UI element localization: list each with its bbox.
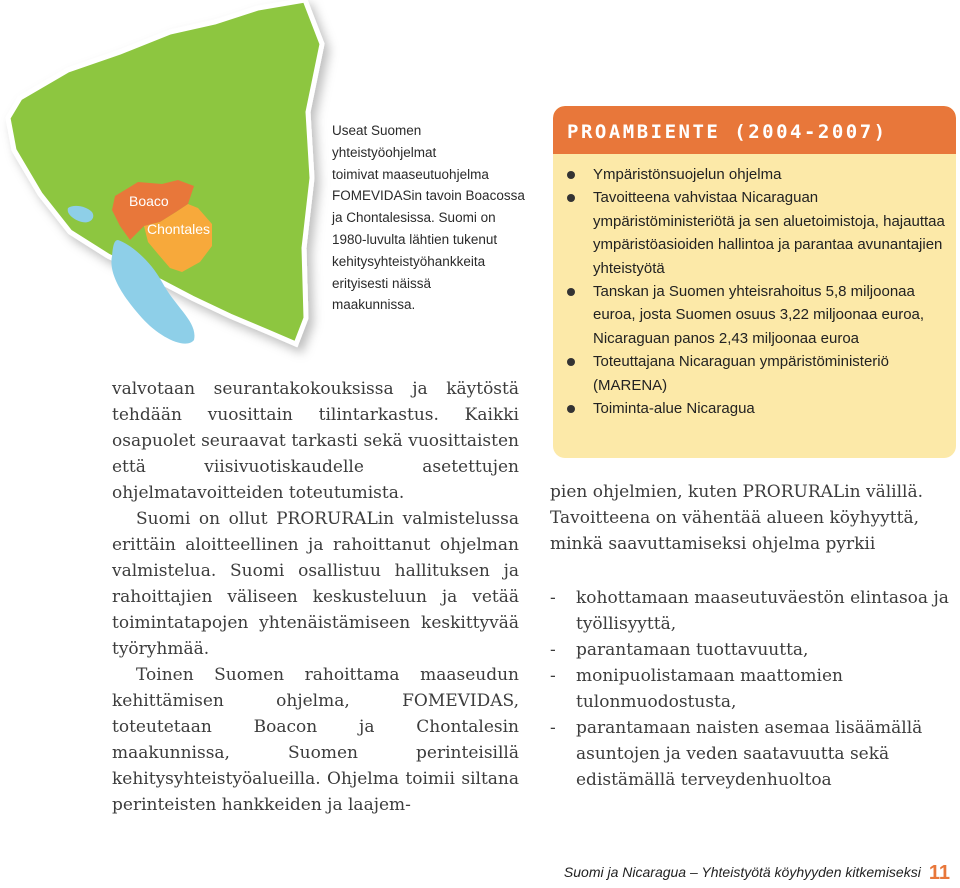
footer-text: Suomi ja Nicaragua – Yhteistyötä köyhyyden kitkemiseksi [563,864,921,880]
page-footer [564,862,950,885]
bullet-icon [567,405,575,413]
dash-marker: - [550,640,556,660]
info-box-item-text: Ympäristönsuojelun ohjelma [593,166,782,183]
bullet-icon [567,288,575,296]
proambiente-info-box [553,106,956,458]
info-box-item [593,350,956,397]
nicaragua-map [0,0,360,372]
left-column [112,376,519,818]
goal-item [550,637,960,663]
info-box-item [593,186,956,280]
goal-text: parantamaan tuottavuutta, [576,640,809,660]
info-box-item-text: Tanskan ja Suomen yhteisrahoitus 5,8 miljoonaa euroa, josta Suomen osuus 3,22 miljoonaa euroa, Nicaraguan panos 2,43 miljoonaa euroa [593,283,925,347]
caption-line: yhteistyöohjelmat [332,144,437,160]
info-box-item [593,397,956,420]
dash-marker: - [550,588,556,608]
goal-text: kohottamaan maaseutuväestön elintasoa ja työllisyyttä, [576,588,949,634]
dash-marker: - [550,718,556,738]
goal-item [550,585,960,637]
info-box-item-text: Toteuttajana Nicaraguan ympäristöministeriö (MARENA) [593,353,889,394]
dash-marker: - [550,666,556,686]
body-paragraph: Toinen Suomen rahoittama maaseudun kehittämisen ohjelma, FOMEVIDAS, toteutetaan Boacon ja Chontalesin maakunnissa, Suomen perinteisillä kehitysyhteistyöalueilla. Ohjelma toimii siltana perinteisten hankkeiden ja laajem- [112,665,519,815]
info-box-item-text: Toiminta-alue Nicaragua [593,400,755,418]
info-box-list [553,154,956,420]
info-box-item-text: Tavoitteena vahvistaa Nicaraguan ympäristöministeriötä ja sen aluetoimistoja, hajauttaa ympäristöasioiden hallintoa ja parantaa avunantajien yhteistyötä [593,189,945,277]
boaco-label: Boaco [129,193,169,209]
goal-list [550,585,960,793]
page-number: 11 [928,862,950,884]
map-graphic [0,0,360,372]
caption-line: 1980-luvulta lähtien tukenut [332,231,498,247]
info-box-item [593,163,956,186]
goal-item [550,663,960,715]
body-paragraph: Suomi on ollut PRORURALin valmistelussa erittäin aloitteellinen ja rahoittanut ohjelman valmistelua. Suomi osallistuu hallituksen ja rahoittajien väliseen keskusteluun ja vetää toimintatapojen yhtenäistämiseen keskittyvää työryhmää. [112,509,519,659]
bullet-icon [567,358,575,366]
goal-text: monipuolistamaan maattomien tulonmuodostusta, [576,666,843,712]
map-caption [332,120,532,316]
bullet-icon [567,194,575,202]
caption-line: FOMEVIDASin tavoin Boacossa [332,188,525,204]
caption-line: Useat Suomen [332,123,422,138]
goal-item [550,715,960,793]
info-box-item [593,280,956,350]
caption-line: toimivat maaseutuohjelma [332,166,489,182]
goal-text: parantamaan naisten asemaa lisäämällä asuntojen ja veden saatavuutta sekä edistämällä terveydenhuoltoa [576,718,923,790]
caption-line: kehitysyhteistyöhankkeita [332,253,486,269]
caption-line: ja Chontalesissa. Suomi on [332,210,496,226]
info-box-title: PROAMBIENTE (2004-2007) [553,106,956,154]
right-column [550,479,960,793]
caption-line: maakunnissa. [332,297,416,313]
body-paragraph: valvotaan seurantakokouksissa ja käytöstä tehdään vuosittain tilintarkastus. Kaikki osapuolet seuraavat tarkasti sekä vuosittaisten että viisivuotiskaudelle asetettujen ohjelmatavoitteiden toteutumista. [112,379,519,503]
bullet-icon [567,171,575,179]
body-paragraph: pien ohjelmien, kuten PRORURALin välillä. Tavoitteena on vähentää alueen köyhyyttä, minkä saavuttamiseksi ohjelma pyrkii [550,482,924,554]
caption-line: erityisesti näissä [332,275,432,291]
chontales-label: Chontales [147,221,211,237]
